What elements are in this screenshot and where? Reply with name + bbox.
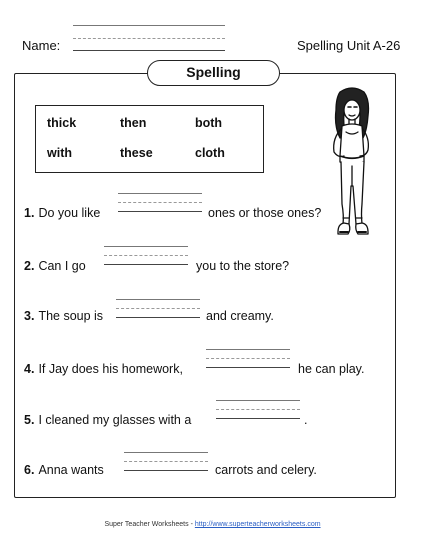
answer-line-6[interactable]: [124, 452, 208, 471]
word-bank-item: with: [47, 146, 72, 160]
question-6: [24, 463, 104, 477]
footer: [0, 521, 425, 528]
footer-separator: -: [190, 521, 193, 528]
girl-illustration: [318, 86, 384, 242]
word-bank-item: cloth: [195, 146, 225, 160]
worksheet-title: Spelling: [147, 60, 280, 86]
question-2: [24, 259, 86, 273]
question-3: [24, 309, 103, 323]
word-bank-item: these: [120, 146, 153, 160]
question-text-before: Can I go: [38, 259, 86, 273]
word-bank-item: both: [195, 116, 223, 130]
question-text-before: Anna wants: [38, 463, 104, 477]
question-text-after: and creamy.: [206, 309, 274, 323]
question-text-after: you to the store?: [196, 259, 290, 273]
question-text-after: .: [304, 413, 308, 427]
question-text-before: I cleaned my glasses with a: [38, 413, 192, 427]
question-text-after: he can play.: [298, 362, 365, 376]
answer-line-1[interactable]: [118, 193, 202, 212]
question-text-after: carrots and celery.: [215, 463, 317, 477]
answer-line-2[interactable]: [104, 246, 188, 265]
answer-line-5[interactable]: [216, 400, 300, 419]
name-label: Name:: [22, 38, 61, 53]
footer-link[interactable]: http://www.superteacherworksheets.com: [194, 521, 321, 528]
question-text-after: ones or those ones?: [208, 206, 322, 220]
unit-label: Spelling Unit A-26: [297, 38, 401, 53]
answer-line-4[interactable]: [206, 349, 290, 368]
question-1: [24, 206, 100, 220]
question-number: 5.: [24, 413, 35, 427]
question-number: 6.: [24, 463, 35, 477]
word-bank-item: thick: [47, 116, 77, 130]
question-number: 3.: [24, 309, 35, 323]
question-text-before: The soup is: [38, 309, 104, 323]
name-writing-line[interactable]: [73, 25, 225, 51]
word-bank-item: then: [120, 116, 147, 130]
question-4: [24, 362, 183, 376]
answer-line-3[interactable]: [116, 299, 200, 318]
question-number: 4.: [24, 362, 35, 376]
word-bank: [35, 105, 264, 173]
question-number: 1.: [24, 206, 35, 220]
question-text-before: Do you like: [38, 206, 101, 220]
question-text-before: If Jay does his homework,: [38, 362, 183, 376]
question-5: [24, 413, 191, 427]
footer-brand: Super Teacher Worksheets: [104, 521, 189, 528]
question-number: 2.: [24, 259, 35, 273]
